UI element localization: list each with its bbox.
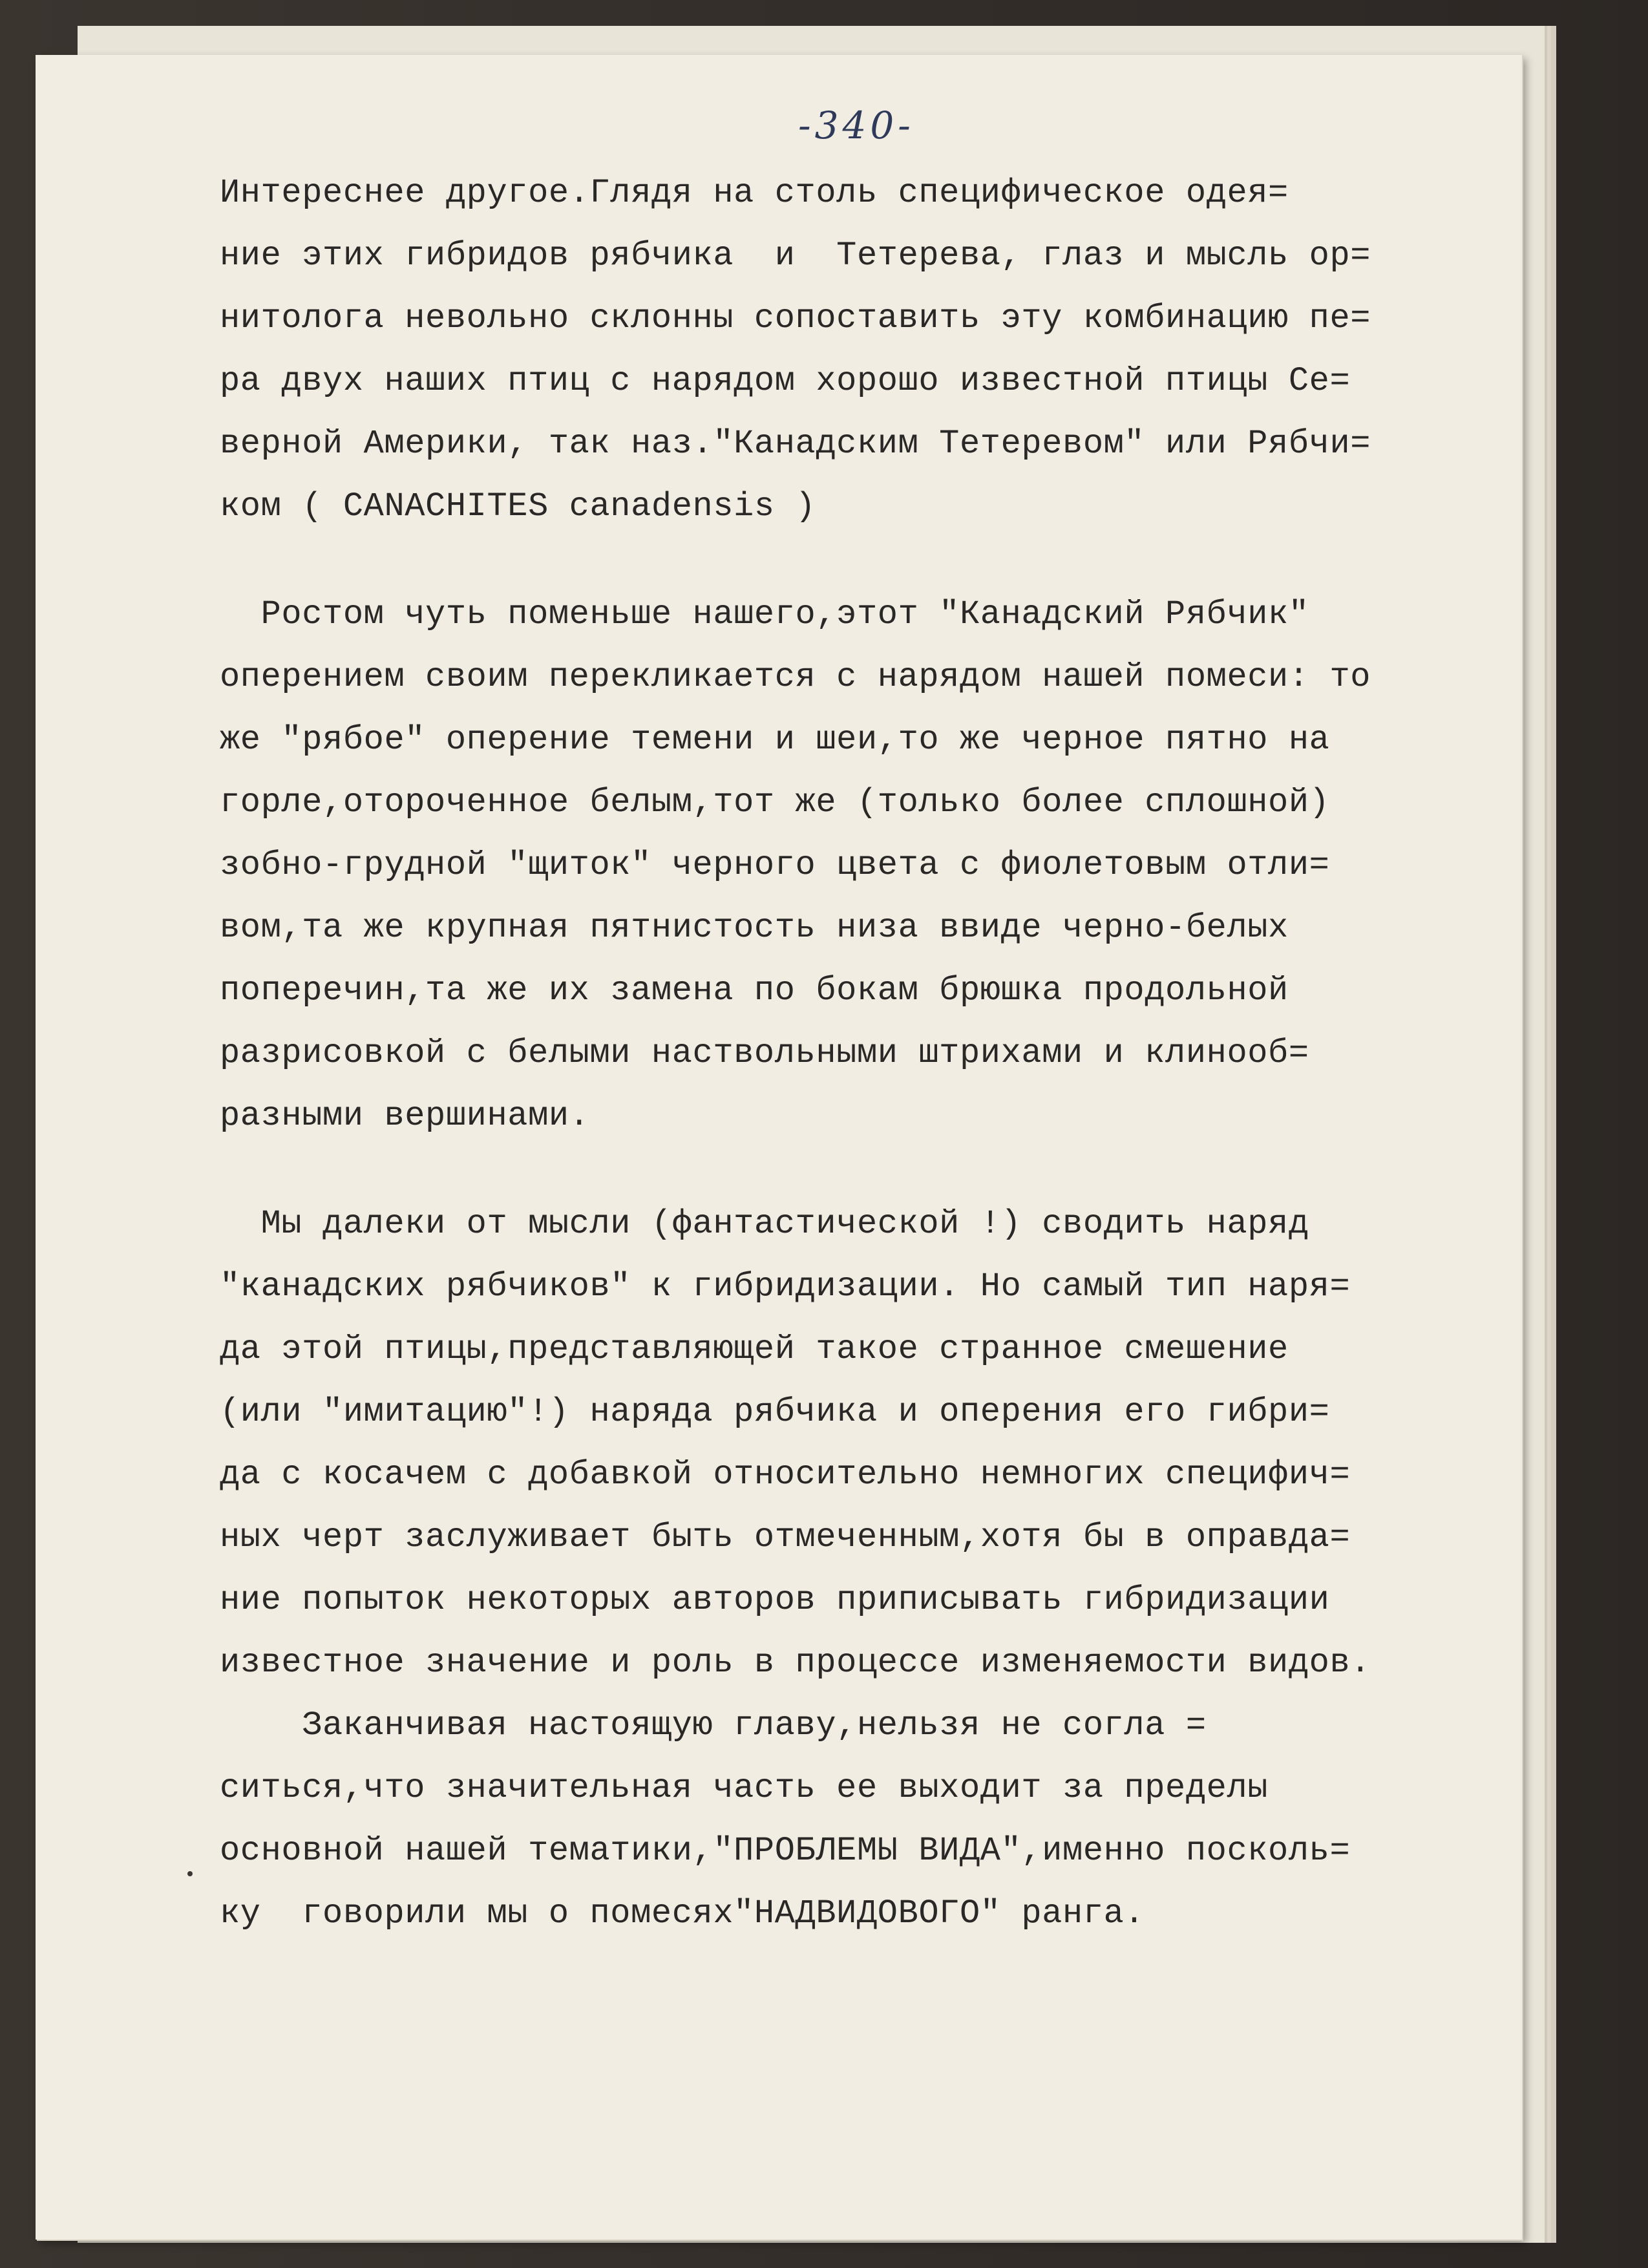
text-line: да с косачем с добавкой относительно немногих специфич=: [220, 1456, 1351, 1494]
text-line: ние этих гибридов рябчика и Тетерева, глаз и мысль ор=: [220, 237, 1371, 275]
text-line: ку говорили мы о помесях"НАДВИДОВОГО" ранга.: [220, 1894, 1145, 1933]
paper-speck: [187, 1871, 193, 1876]
paragraph: [220, 583, 1499, 1147]
text-line: разрисовкой с белыми наствольными штрихами и клинооб=: [220, 1034, 1309, 1072]
text-line: ситься,что значительная часть ее выходит за пределы: [220, 1769, 1269, 1807]
text-line: зобно-грудной "щиток" черного цвета с фиолетовым отли=: [220, 846, 1330, 884]
text-line: нитолога невольно склонны сопоставить эту комбинацию пе=: [220, 299, 1371, 337]
text-line: ком ( CANACHITES canadensis ): [220, 487, 816, 525]
text-line: основной нашей тематики,"ПРОБЛЕМЫ ВИДА",именно посколь=: [220, 1832, 1351, 1870]
text-line: ние попыток некоторых авторов приписывать гибридизации: [220, 1581, 1330, 1619]
text-line: горле,отороченное белым,тот же (только более сплошной): [220, 783, 1330, 821]
text-line: ра двух наших птиц с нарядом хорошо известной птицы Се=: [220, 362, 1351, 400]
text-line: поперечин,та же их замена по бокам брюшка продольной: [220, 971, 1289, 1010]
text-line: ных черт заслуживает быть отмеченным,хотя бы в оправда=: [220, 1518, 1351, 1556]
page-number: -340-: [798, 103, 914, 147]
typed-text: [220, 162, 1499, 1945]
text-line: да этой птицы,представляющей такое странное смешение: [220, 1330, 1289, 1368]
text-line: оперением своим перекликается с нарядом нашей помеси: то: [220, 658, 1371, 696]
text-line: разными вершинами.: [220, 1097, 590, 1135]
paragraph: [220, 1694, 1499, 1945]
paragraph: [220, 1192, 1499, 1694]
text-line: же "рябое" оперение темени и шеи,то же черное пятно на: [220, 721, 1330, 759]
text-line: известное значение и роль в процессе изменяемости видов.: [220, 1644, 1371, 1682]
text-line: Заканчивая настоящую главу,нельзя не согла =: [220, 1706, 1207, 1744]
text-line: "канадских рябчиков" к гибридизации. Но самый тип наря=: [220, 1267, 1351, 1306]
paragraph-gap: [220, 538, 1499, 583]
text-line: вом,та же крупная пятнистость низа ввиде черно-белых: [220, 909, 1289, 947]
text-line: Мы далеки от мысли (фантастической !) сводить наряд: [220, 1205, 1309, 1243]
paragraph: [220, 162, 1499, 538]
paragraph-gap: [220, 1147, 1499, 1192]
text-line: Ростом чуть поменьше нашего,этот "Канадский Рябчик": [220, 595, 1309, 633]
text-line: верной Америки, так наз."Канадским Тетеревом" или Рябчи=: [220, 425, 1371, 463]
text-line: Интереснее другое.Глядя на столь специфическое одея=: [220, 174, 1289, 212]
text-line: (или "имитацию"!) наряда рябчика и оперения его гибри=: [220, 1393, 1330, 1431]
document-page: [36, 55, 1522, 2240]
